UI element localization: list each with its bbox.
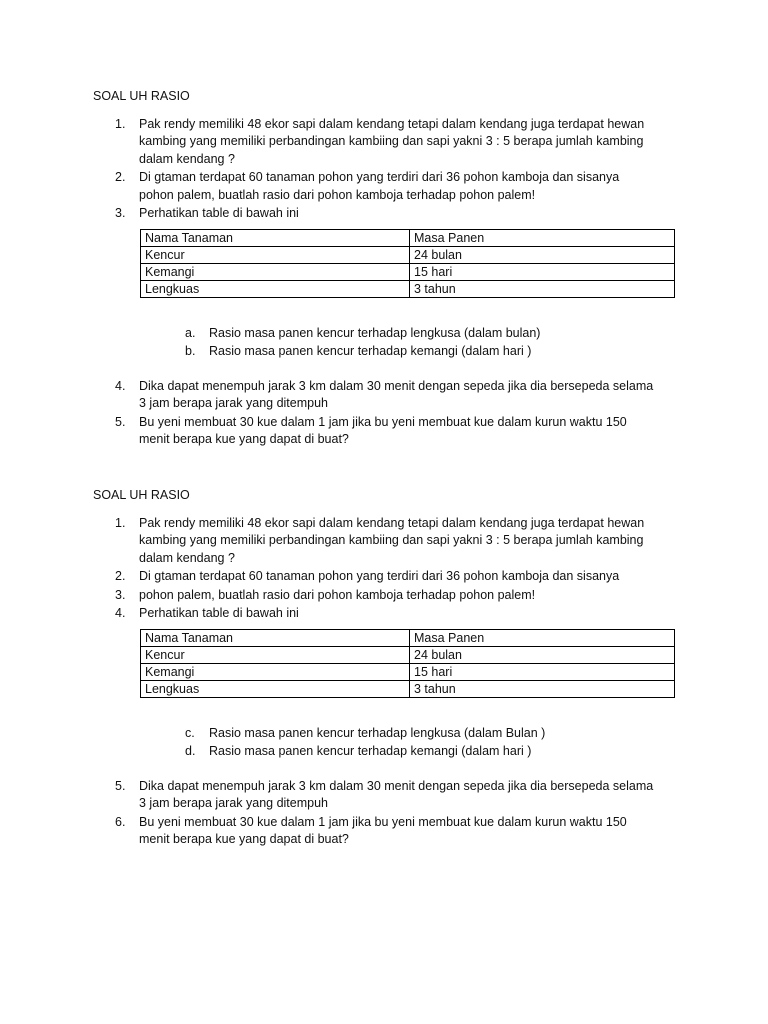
question-line: Bu yeni membuat 30 kue dalam 1 jam jika bu yeni membuat kue dalam kurun waktu 150	[139, 414, 627, 429]
table-row	[141, 646, 675, 663]
question-line: 3 jam berapa jarak yang ditempuh	[139, 796, 329, 810]
question-line: dalam kendang ?	[139, 550, 235, 565]
question-number: 1.	[115, 515, 126, 530]
question-item	[93, 378, 683, 413]
question-line: Perhatikan table di bawah ini	[139, 206, 299, 220]
table-cell: 3 tahun	[410, 280, 675, 297]
question-number: 6.	[115, 814, 126, 829]
question-line: menit berapa kue yang dapat di buat?	[139, 432, 349, 446]
question-text	[139, 378, 674, 413]
question-list	[93, 515, 683, 623]
table-header-row	[141, 629, 675, 646]
table-header-cell: Masa Panen	[410, 629, 675, 646]
section-title: SOAL UH RASIO	[93, 89, 190, 103]
question-text	[139, 205, 674, 223]
subquestion-letter: a.	[185, 325, 196, 340]
question-text	[139, 116, 674, 169]
section-title: SOAL UH RASIO	[93, 488, 190, 502]
table-cell: 15 hari	[410, 663, 675, 680]
subquestion-list	[93, 725, 683, 761]
table-cell: Kencur	[141, 646, 410, 663]
question-number: 2.	[115, 170, 126, 184]
question-line: Dika dapat menempuh jarak 3 km dalam 30 menit dengan sepeda jika dia bersepeda selama	[139, 378, 654, 393]
question-line: Perhatikan table di bawah ini	[139, 606, 299, 620]
question-item	[93, 568, 683, 586]
subquestion-text: Rasio masa panen kencur terhadap lengkusa (dalam Bulan )	[209, 725, 546, 740]
question-line: dalam kendang ?	[139, 151, 235, 166]
table-row	[141, 263, 675, 280]
table-header-cell: Nama Tanaman	[141, 629, 410, 646]
subquestion-item	[93, 725, 683, 743]
subquestion-item	[93, 325, 683, 343]
table-header-cell: Masa Panen	[410, 229, 675, 246]
question-line: Pak rendy memiliki 48 ekor sapi dalam kendang tetapi dalam kendang juga terdapat hewan	[139, 515, 645, 530]
question-item	[93, 205, 683, 223]
table-cell: Kemangi	[141, 663, 410, 680]
question-text	[139, 169, 674, 204]
question-list	[93, 778, 683, 849]
question-text	[139, 587, 674, 605]
table-cell: 24 bulan	[410, 646, 675, 663]
question-item	[93, 116, 683, 169]
question-text	[139, 778, 674, 813]
table-row	[141, 246, 675, 263]
question-item	[93, 587, 683, 605]
question-line: kambing yang memiliki perbandingan kambiing dan sapi yakni 3 : 5 berapa jumlah kambing	[139, 533, 644, 547]
question-line: pohon palem, buatlah rasio dari pohon kamboja terhadap pohon palem!	[139, 587, 536, 602]
question-item	[93, 814, 683, 849]
question-text	[139, 414, 674, 449]
question-line: 3 jam berapa jarak yang ditempuh	[139, 396, 329, 410]
subquestion-list	[93, 325, 683, 361]
subquestion-item	[93, 343, 683, 361]
question-line: kambing yang memiliki perbandingan kambiing dan sapi yakni 3 : 5 berapa jumlah kambing	[139, 134, 644, 148]
question-number: 4.	[115, 606, 126, 620]
table-cell: Kemangi	[141, 263, 410, 280]
question-item	[93, 515, 683, 568]
harvest-table-wrap	[140, 229, 675, 298]
section-1	[93, 88, 683, 449]
subquestion-item	[93, 743, 683, 761]
question-item	[93, 414, 683, 449]
table-cell: Lengkuas	[141, 280, 410, 297]
question-number: 1.	[115, 116, 126, 131]
table-row	[141, 663, 675, 680]
question-text	[139, 568, 674, 586]
table-cell: 15 hari	[410, 263, 675, 280]
question-line: pohon palem, buatlah rasio dari pohon kamboja terhadap pohon palem!	[139, 187, 536, 202]
table-header-row	[141, 229, 675, 246]
question-item	[93, 605, 683, 623]
question-number: 5.	[115, 414, 126, 429]
question-number: 4.	[115, 378, 126, 393]
question-number: 2.	[115, 569, 126, 583]
question-line: Pak rendy memiliki 48 ekor sapi dalam kendang tetapi dalam kendang juga terdapat hewan	[139, 116, 645, 131]
question-text	[139, 515, 674, 568]
question-item	[93, 169, 683, 204]
section-2	[93, 487, 683, 849]
question-list	[93, 116, 683, 223]
harvest-table-wrap	[140, 629, 675, 698]
subquestion-text: Rasio masa panen kencur terhadap lengkusa (dalam bulan)	[209, 325, 541, 340]
subquestion-text: Rasio masa panen kencur terhadap kemangi (dalam hari )	[209, 344, 532, 358]
question-number: 5.	[115, 778, 126, 793]
question-list	[93, 378, 683, 449]
table-row	[141, 280, 675, 297]
question-text	[139, 605, 674, 623]
question-line: Bu yeni membuat 30 kue dalam 1 jam jika bu yeni membuat kue dalam kurun waktu 150	[139, 814, 627, 829]
question-line: Di gtaman terdapat 60 tanaman pohon yang terdiri dari 36 pohon kamboja dan sisanya	[139, 569, 620, 583]
table-cell: Lengkuas	[141, 680, 410, 697]
harvest-table	[140, 629, 675, 698]
question-line: menit berapa kue yang dapat di buat?	[139, 832, 349, 846]
harvest-table	[140, 229, 675, 298]
subquestion-text: Rasio masa panen kencur terhadap kemangi (dalam hari )	[209, 744, 532, 758]
table-cell: 24 bulan	[410, 246, 675, 263]
table-cell: 3 tahun	[410, 680, 675, 697]
table-cell: Kencur	[141, 246, 410, 263]
question-item	[93, 778, 683, 813]
question-line: Dika dapat menempuh jarak 3 km dalam 30 menit dengan sepeda jika dia bersepeda selama	[139, 778, 654, 793]
table-header-cell: Nama Tanaman	[141, 229, 410, 246]
question-number: 3.	[115, 587, 126, 602]
question-number: 3.	[115, 206, 126, 220]
subquestion-letter: b.	[185, 344, 196, 358]
table-row	[141, 680, 675, 697]
subquestion-letter: c.	[185, 725, 195, 740]
question-text	[139, 814, 674, 849]
question-line: Di gtaman terdapat 60 tanaman pohon yang terdiri dari 36 pohon kamboja dan sisanya	[139, 170, 620, 184]
subquestion-letter: d.	[185, 744, 196, 758]
